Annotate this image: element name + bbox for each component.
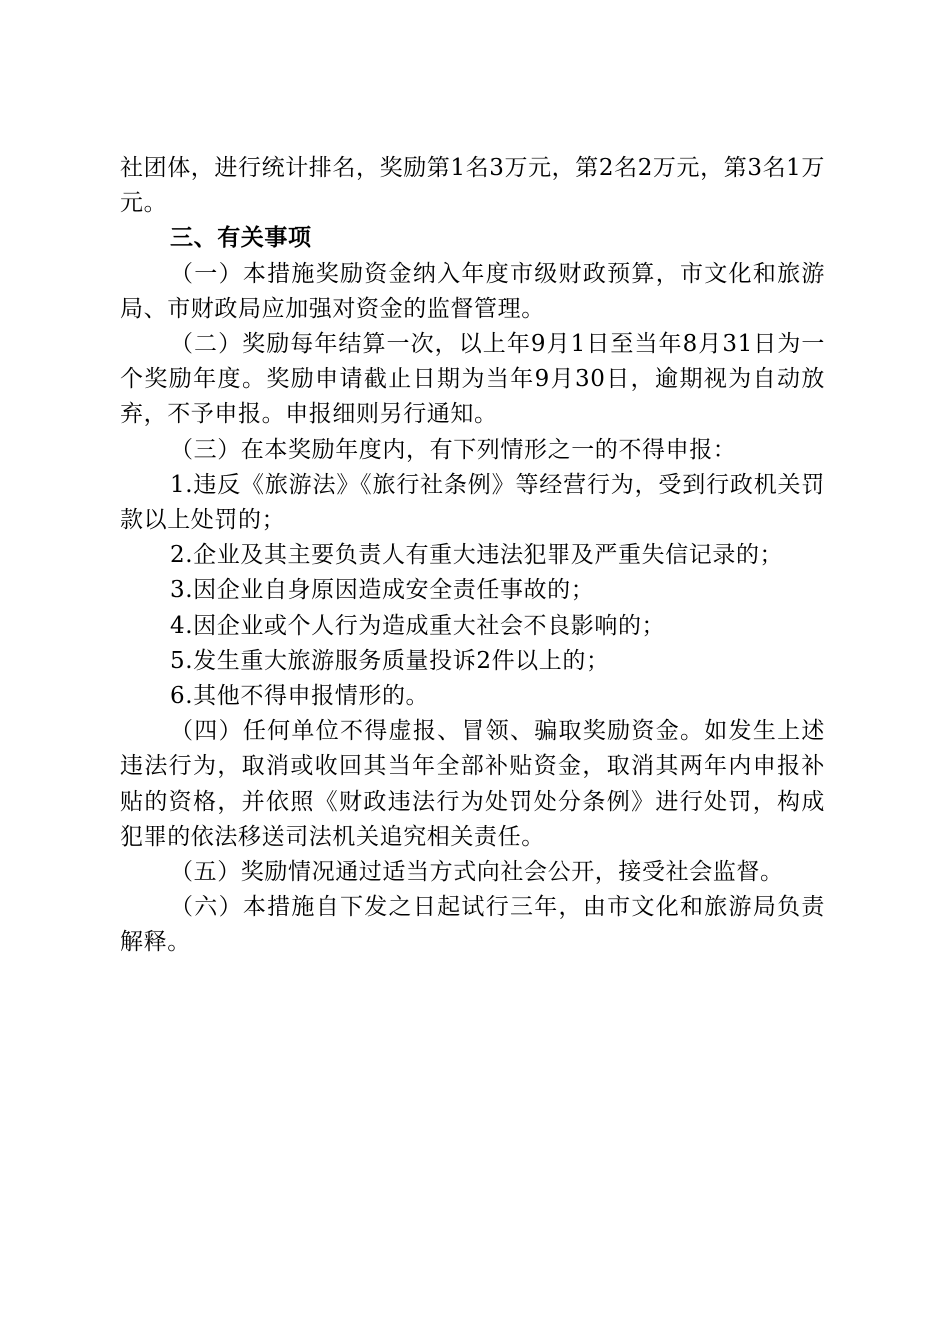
list-item-6: 6.其他不得申报情形的。 (170, 683, 430, 710)
list-item-5: 5.发生重大旅游服务质量投诉2件以上的； (170, 647, 610, 674)
continued-paragraph: 社团体，进行统计排名，奖励第1名3万元，第2名2万元，第3名1万元。 (120, 155, 825, 217)
clause-3: （三）在本奖励年度内，有下列情形之一的不得申报： (170, 436, 737, 463)
list-item-4: 4.因企业或个人行为造成重大社会不良影响的； (170, 612, 666, 639)
clause-6: （六）本措施自下发之日起试行三年，由市文化和旅游局负责解释。 (120, 894, 825, 956)
list-item-1: 1.违反《旅游法》《旅行社条例》等经营行为，受到行政机关罚款以上处罚的； (120, 471, 825, 534)
section-heading: 三、有关事项 (170, 225, 312, 252)
document-body (120, 151, 825, 961)
list-item-2: 2.企业及其主要负责人有重大违法犯罪及严重失信记录的； (170, 542, 784, 569)
list-item-3: 3.因企业自身原因造成安全责任事故的； (170, 577, 595, 604)
clause-5: （五）奖励情况通过适当方式向社会公开，接受社会监督。 (170, 859, 784, 886)
clause-2: （二）奖励每年结算一次，以上年9月1日至当年8月31日为一个奖励年度。奖励申请截止日期为当年9月30日，逾期视为自动放弃，不予申报。申报细则另行通知。 (120, 331, 825, 428)
clause-1: （一）本措施奖励资金纳入年度市级财政预算，市文化和旅游局、市财政局应加强对资金的监督管理。 (120, 260, 825, 322)
clause-4: （四）任何单位不得虚报、冒领、骗取奖励资金。如发生上述违法行为，取消或收回其当年全部补贴资金，取消其两年内申报补贴的资格，并依照《财政违法行为处罚处分条例》进行处罚，构成犯罪的依法移送司法机关追究相关责任。 (120, 718, 825, 850)
